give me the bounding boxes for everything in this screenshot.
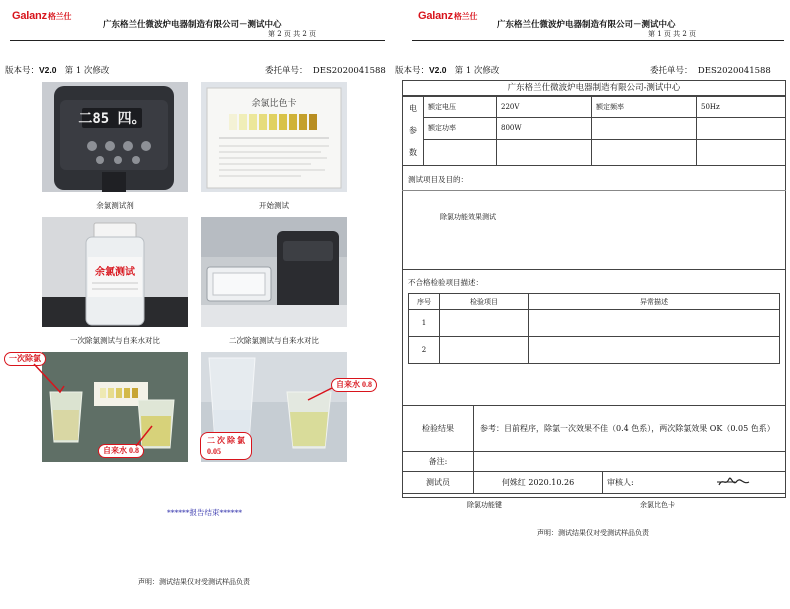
left-page-info: 第 2 页 共 2 页 — [268, 30, 317, 38]
svg-text:余氯测试: 余氯测试 — [95, 267, 135, 278]
fail-header-no: 序号 — [409, 294, 440, 310]
reviewer-signature — [691, 472, 786, 494]
below-left-caption: 除氯功能键 — [467, 501, 502, 509]
left-header-rule — [10, 40, 385, 41]
rated-voltage-label: 额定电压 — [424, 97, 497, 118]
caption-reagent: 余氯测试剂 — [96, 201, 134, 210]
fail-header-item: 检验项目 — [440, 294, 529, 310]
callout-tap-water-1: 自来水 0.8 — [98, 444, 144, 458]
right-order-number: 委托单号： DES2020041588 — [650, 66, 771, 76]
right-page-info: 第 1 页 共 2 页 — [648, 30, 697, 38]
rated-power-label: 额定功率 — [424, 118, 497, 139]
right-footer: 声明：测试结果仅对受测试样品负责 — [537, 529, 649, 537]
photo-reagent — [42, 82, 188, 192]
left-footer: 声明：测试结果仅对受测试样品负责 — [138, 578, 250, 586]
params-empty-cell — [592, 139, 697, 165]
galanz-logo: Galanz格兰仕 — [12, 10, 72, 22]
fail-header-desc: 异常描述 — [529, 294, 780, 310]
signature-mark — [695, 473, 755, 491]
rated-freq-value: 50Hz — [697, 97, 786, 118]
callout-arrow-1 — [30, 362, 70, 402]
params-empty-cell — [592, 118, 697, 139]
fail-row-desc — [529, 337, 780, 364]
params-empty-cell — [424, 139, 497, 165]
tester-label: 测试员 — [403, 472, 474, 494]
reviewer-label: 审核人: — [603, 472, 692, 494]
tester-value: 何姝红 2020.10.26 — [474, 472, 603, 494]
callout-arrow-3 — [304, 384, 334, 404]
galanz-logo-right: Galanz格兰仕 — [418, 10, 478, 22]
fail-row-item — [440, 310, 529, 337]
left-company-title: 广东格兰仕微波炉电器制造有限公司－测试中心 — [103, 20, 282, 30]
remark-value — [474, 452, 786, 472]
callout-second-removal: 二 次 除 氯 0.05 — [200, 432, 252, 460]
electrical-params-table — [402, 96, 786, 166]
caption-second-removal: 二次除氯测试与自来水对比 — [229, 336, 319, 345]
photo-second-removal — [201, 217, 347, 327]
params-empty-cell — [697, 118, 786, 139]
callout-arrow-2 — [130, 420, 160, 450]
fail-row-desc — [529, 310, 780, 337]
fail-table — [408, 293, 780, 364]
remark-label: 备注: — [403, 452, 474, 472]
right-header-rule — [412, 40, 784, 41]
test-item-value: 除氯功能效果测试 — [440, 213, 496, 221]
rated-freq-label: 额定频率 — [592, 97, 697, 118]
fail-label: 不合格检验项目描述： — [408, 278, 483, 287]
right-version: 版本号：V2.0 第 1 次修改 — [395, 65, 500, 76]
result-table — [402, 405, 786, 494]
result-value: 参考：目前程序，除氯一次效果不佳（0.4 色系），两次除氯效果 OK（0.05 色系） — [474, 406, 786, 452]
svg-text:二85 四。: 二85 四。 — [78, 111, 146, 127]
photo-first-removal — [42, 217, 188, 327]
fail-row-item — [440, 337, 529, 364]
params-side-label: 电 参 数 — [403, 97, 424, 166]
right-company-title: 广东格兰仕微波炉电器制造有限公司－测试中心 — [497, 20, 676, 30]
left-version: 版本号：V2.0 第 1 次修改 — [5, 65, 110, 76]
fail-row-no: 2 — [409, 337, 440, 364]
below-right-caption: 余氯比色卡 — [640, 501, 675, 509]
params-empty-cell — [697, 139, 786, 165]
caption-start-test: 开始测试 — [259, 201, 289, 210]
svg-text:余氯比色卡: 余氯比色卡 — [251, 99, 297, 109]
result-label: 检验结果 — [403, 406, 474, 452]
callout-first-removal: 一次除氯 — [4, 352, 46, 366]
params-empty-cell — [497, 139, 592, 165]
test-item-section — [402, 166, 786, 270]
rated-voltage-value: 220V — [497, 97, 592, 118]
form-title: 广东格兰仕微波炉电器制造有限公司-测试中心 — [402, 80, 786, 96]
photo-color-card — [201, 82, 347, 192]
fail-row-no: 1 — [409, 310, 440, 337]
test-item-label: 测试项目及目的： — [408, 175, 468, 184]
left-order-number: 委托单号： DES2020041588 — [265, 66, 386, 76]
caption-first-removal: 一次除氯测试与自来水对比 — [70, 336, 160, 345]
callout-tap-water-2: 自来水 0.8 — [331, 378, 377, 392]
report-end: ******报告结束****** — [167, 508, 242, 517]
rated-power-value: 800W — [497, 118, 592, 139]
